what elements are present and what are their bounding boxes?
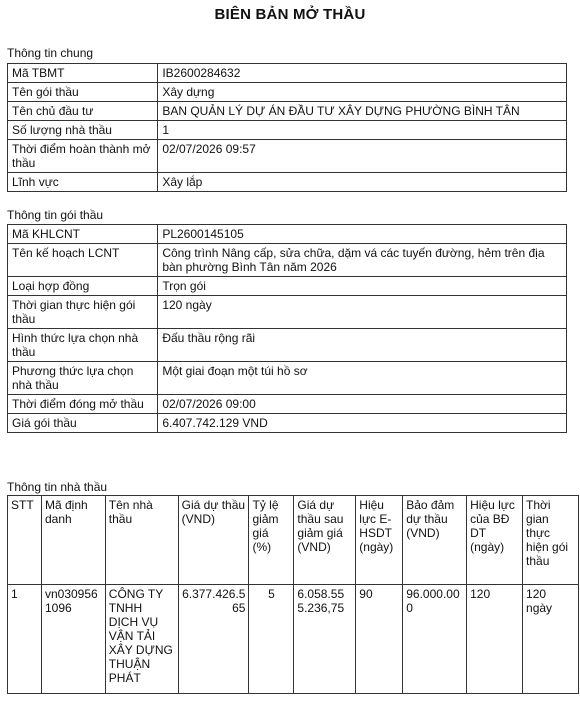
bidder-info-heading: Thông tin nhà thầu	[7, 480, 108, 494]
table-row	[8, 140, 567, 173]
validity-cell: 90	[356, 585, 403, 694]
row-label: Hình thức lựa chọn nhà thầu	[8, 329, 158, 362]
bidder-id-cell: vn0309561096	[41, 585, 105, 694]
discounted-price-cell: 6.058.555.236,75	[294, 585, 356, 694]
table-row	[8, 102, 567, 121]
row-label: Tên kế hoạch LCNT	[8, 244, 158, 277]
row-label: Lĩnh vực	[8, 173, 158, 192]
row-value: 02/07/2026 09:57	[158, 140, 567, 173]
row-label: Thời điểm hoàn thành mở thầu	[8, 140, 158, 173]
stt-cell: 1	[8, 585, 42, 694]
row-label: Mã KHLCNT	[8, 225, 158, 244]
row-value: Công trình Nâng cấp, sửa chữa, dặm vá các tuyến đường, hẻm trên địa bàn phường Bình Tân năm 2026	[158, 244, 567, 277]
column-header: Giá dự thầu sau giảm giá (VND)	[294, 496, 356, 585]
table-row	[8, 225, 567, 244]
table-row	[8, 585, 579, 694]
row-value: Trọn gói	[158, 277, 567, 296]
row-label: Thời gian thực hiện gói thầu	[8, 296, 158, 329]
bid-security-cell: 96.000.000	[403, 585, 467, 694]
discount-cell: 5	[249, 585, 294, 694]
bidder-info-table	[7, 495, 579, 694]
package-info-table	[7, 224, 567, 433]
row-value: Một giai đoạn một túi hồ sơ	[158, 362, 567, 395]
column-header: Tên nhà thầu	[105, 496, 178, 585]
row-label: Giá gói thầu	[8, 414, 158, 433]
table-header-row	[8, 496, 579, 585]
table-row	[8, 395, 567, 414]
row-label: Số lượng nhà thầu	[8, 121, 158, 140]
table-row	[8, 64, 567, 83]
column-header: Tỷ lệ giảm giá (%)	[249, 496, 294, 585]
document-title: BIÊN BẢN MỞ THẦU	[214, 6, 366, 23]
duration-cell: 120 ngày	[523, 585, 579, 694]
column-header: Hiệu lực E-HSDT (ngày)	[356, 496, 403, 585]
bidder-name-cell: CÔNG TY TNHH DỊCH VỤ VẬN TẢI XÂY DỰNG THUẬN PHÁT	[105, 585, 178, 694]
row-label: Tên gói thầu	[8, 83, 158, 102]
security-validity-cell: 120	[467, 585, 523, 694]
bid-price-cell: 6.377.426.565	[178, 585, 249, 694]
table-row	[8, 414, 567, 433]
column-header: Mã định danh	[41, 496, 105, 585]
row-label: Loại hợp đồng	[8, 277, 158, 296]
table-row	[8, 329, 567, 362]
table-row	[8, 244, 567, 277]
row-value: PL2600145105	[158, 225, 567, 244]
table-row	[8, 296, 567, 329]
row-value: 02/07/2026 09:00	[158, 395, 567, 414]
column-header: Giá dự thầu (VND)	[178, 496, 249, 585]
row-value: BAN QUẢN LÝ DỰ ÁN ĐẦU TƯ XÂY DỰNG PHƯỜNG BÌNH TÂN	[158, 102, 567, 121]
general-info-table	[7, 63, 567, 192]
table-row	[8, 121, 567, 140]
table-row	[8, 83, 567, 102]
row-label: Thời điểm đóng mở thầu	[8, 395, 158, 414]
row-value: Đấu thầu rộng rãi	[158, 329, 567, 362]
row-value: 6.407.742.129 VND	[158, 414, 567, 433]
row-value: Xây lắp	[158, 173, 567, 192]
row-label: Mã TBMT	[8, 64, 158, 83]
column-header: STT	[8, 496, 42, 585]
row-value: 1	[158, 121, 567, 140]
table-row	[8, 277, 567, 296]
general-info-heading: Thông tin chung	[7, 46, 94, 60]
row-label: Phương thức lựa chọn nhà thầu	[8, 362, 158, 395]
row-label: Tên chủ đầu tư	[8, 102, 158, 121]
column-header: Thời gian thực hiện gói thầu	[523, 496, 579, 585]
column-header: Bảo đảm dự thầu (VND)	[403, 496, 467, 585]
package-info-heading: Thông tin gói thầu	[7, 208, 104, 222]
row-value: Xây dựng	[158, 83, 567, 102]
table-row	[8, 173, 567, 192]
column-header: Hiệu lực của BĐ DT (ngày)	[467, 496, 523, 585]
table-row	[8, 362, 567, 395]
row-value: IB2600284632	[158, 64, 567, 83]
row-value: 120 ngày	[158, 296, 567, 329]
